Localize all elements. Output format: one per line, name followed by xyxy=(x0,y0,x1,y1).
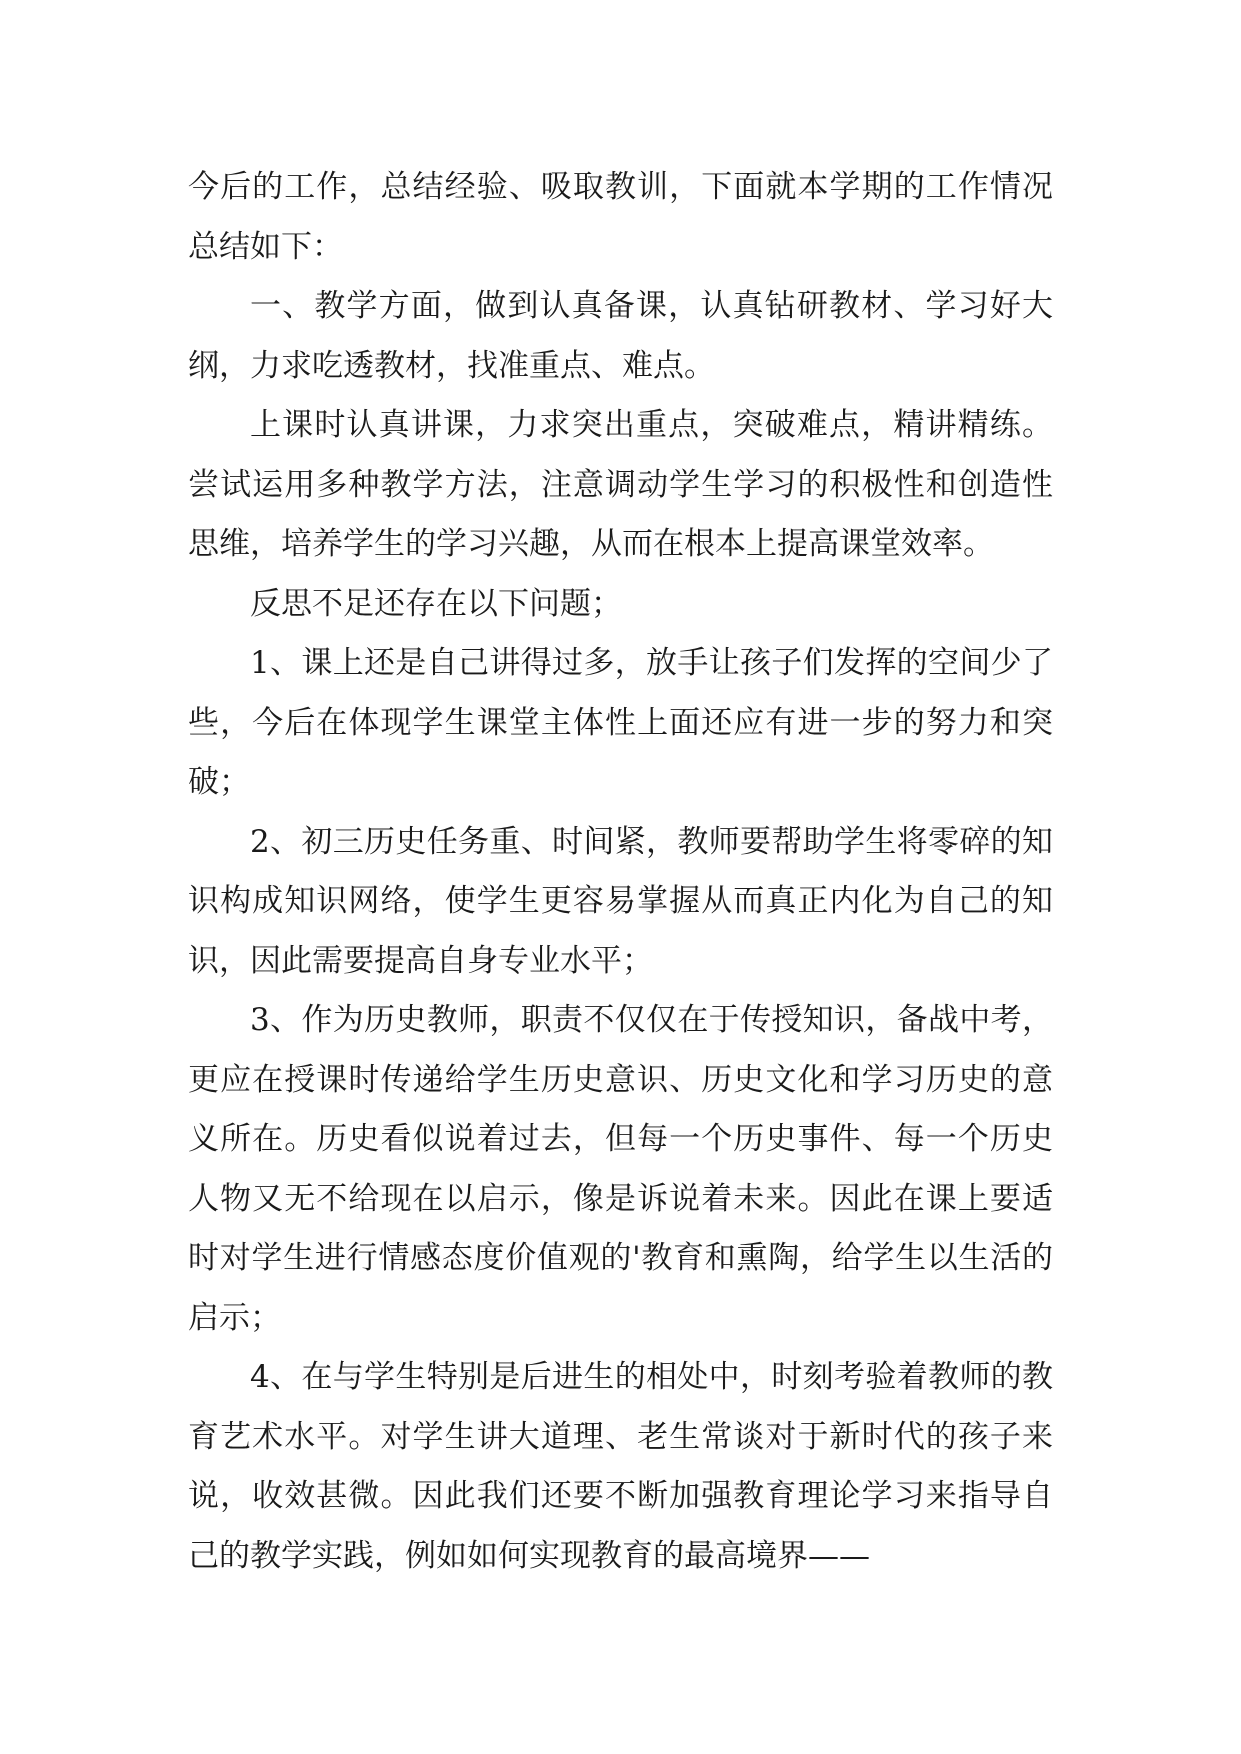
paragraph-6: 2、初三历史任务重、时间紧，教师要帮助学生将零碎的知识构成知识网络，使学生更容易掌握从而真正内化为自己的知识，因此需要提高自身专业水平； xyxy=(188,823,1053,979)
paragraph-2: 一、教学方面，做到认真备课，认真钻研教材、学习好大纲，力求吃透教材，找准重点、难点。 xyxy=(188,288,1053,384)
paragraph-8: 4、在与学生特别是后进生的相处中，时刻考验着教师的教育艺术水平。对学生讲大道理、老生常谈对于新时代的孩子来说，收效甚微。因此我们还要不断加强教育理论学习来指导自己的教学实践，例如如何实现教育的最高境界—— xyxy=(188,1359,1053,1574)
document-body xyxy=(188,158,1053,1586)
paragraph-4: 反思不足还存在以下问题； xyxy=(250,585,622,622)
paragraph-5: 1、课上还是自己讲得过多，放手让孩子们发挥的空间少了些，今后在体现学生课堂主体性上面还应有进一步的努力和突破； xyxy=(188,645,1053,800)
paragraph-1: 今后的工作，总结经验、吸取教训，下面就本学期的工作情况总结如下： xyxy=(188,169,1053,265)
paragraph-3: 上课时认真讲课，力求突出重点，突破难点，精讲精练。尝试运用多种教学方法，注意调动学生学习的积极性和创造性思维，培养学生的学习兴趣，从而在根本上提高课堂效率。 xyxy=(188,407,1053,562)
paragraph-7: 3、作为历史教师，职责不仅仅在于传授知识，备战中考，更应在授课时传递给学生历史意识、历史文化和学习历史的意义所在。历史看似说着过去，但每一个历史事件、每一个历史人物又无不给现在以启示，像是诉说着未来。因此在课上要适时对学生进行情感态度价值观的'教育和熏陶，给学生以生活的启示； xyxy=(188,1002,1053,1336)
